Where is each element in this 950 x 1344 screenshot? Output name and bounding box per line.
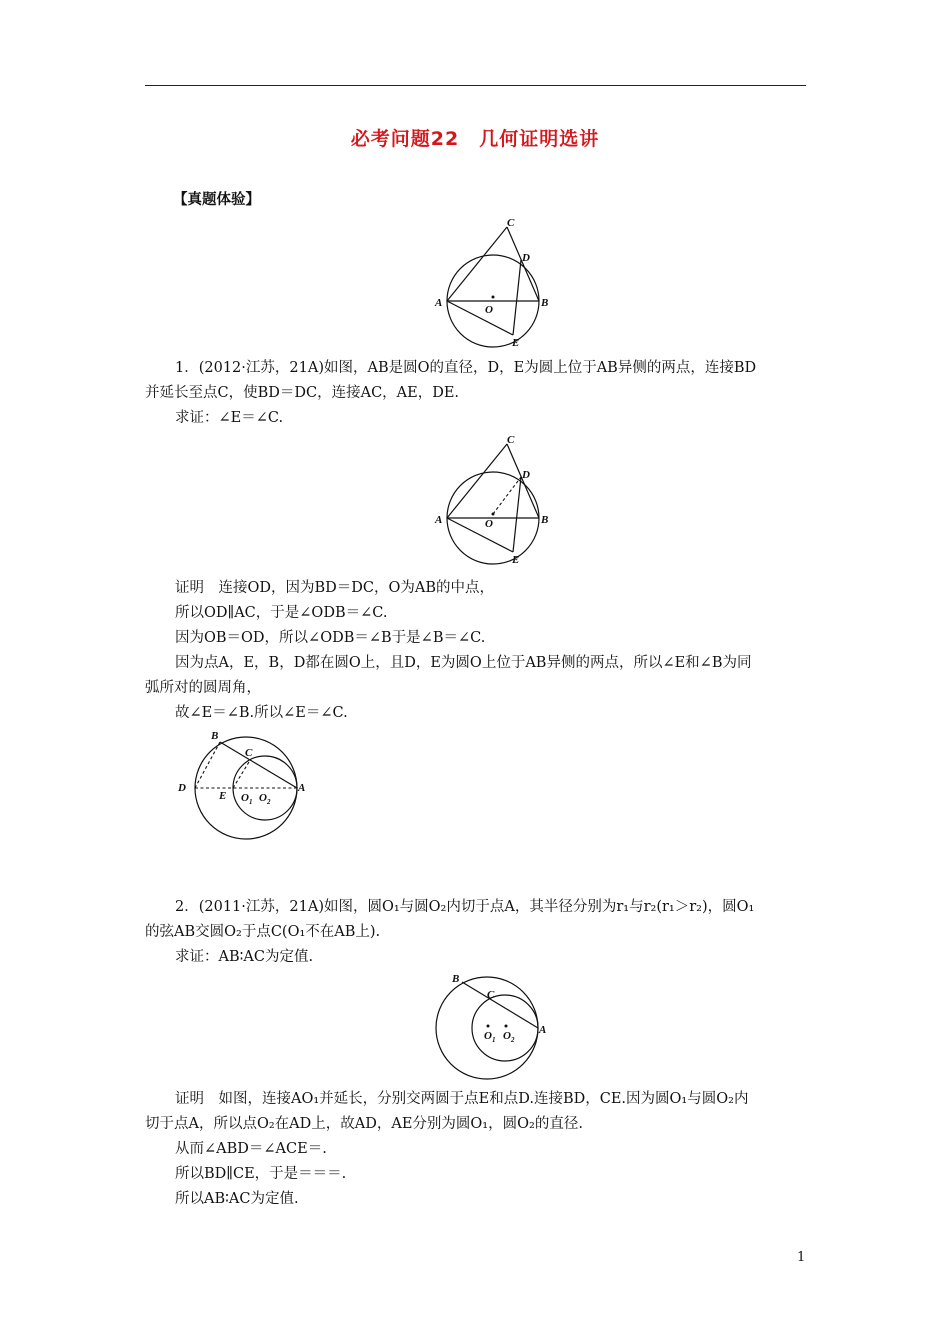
figure-2-segment-od-dashed	[493, 477, 521, 514]
figure-1-segment-de	[513, 260, 521, 335]
figure-3-label-c: C	[245, 747, 253, 759]
figure-4-label-o1: $O_1$	[484, 1030, 496, 1044]
figure-4-chord-ba	[462, 982, 538, 1028]
figure-3-label-e: E	[219, 790, 227, 802]
figure-1-segment-ac	[447, 227, 507, 301]
problem-1-proof-line-4: 因为点A，E，B，D都在圆O上，且D，E为圆O上位于AB异侧的两点，所以∠E和∠B为同	[175, 655, 752, 671]
figure-2-center-point	[492, 513, 495, 516]
figure-1-label-e: E	[512, 337, 520, 349]
figure-3-inner-circle	[233, 756, 297, 820]
figure-3-tangent-circles-diagram	[175, 727, 315, 842]
problem-1-statement-line-2: 并延长至点C，使BD＝DC，连接AC，AE，DE.	[145, 385, 460, 401]
problem-2-proof-line-5: 所以AB∶AC为定值.	[175, 1191, 299, 1207]
problem-1-statement-line-1: 1．(2012·江苏，21A)如图，AB是圆O的直径，D，E为圆上位于AB异侧的两点，连接BD	[175, 360, 757, 376]
figure-2-label-a: A	[435, 514, 443, 526]
problem-2-proof-line-3: 从而∠ABD＝∠ACE＝.	[175, 1141, 327, 1157]
figure-3-chord-ba	[220, 742, 297, 788]
figure-1-label-d: D	[522, 252, 530, 264]
figure-3-label-o2: $O_2$	[259, 792, 271, 806]
header-rule	[145, 85, 806, 86]
page-title: 必考问题22 几何证明选讲	[350, 128, 600, 150]
problem-1-proof-line-2: 所以OD∥AC，于是∠ODB＝∠C.	[175, 605, 388, 621]
problem-2-proof-line-2: 切于点A，所以点O₂在AD上，故AD，AE分别为圆O₁，圆O₂的直径.	[145, 1116, 583, 1132]
problem-1-proof-line-1: 证明 连接OD，因为BD＝DC，O为AB的中点，	[175, 580, 495, 596]
figure-4-label-a: A	[539, 1024, 547, 1036]
figure-3-label-b: B	[211, 730, 219, 742]
problem-1-proof-line-5: 弧所对的圆周角，	[145, 680, 261, 696]
figure-4-inner-circle	[472, 995, 538, 1061]
figure-2-label-d: D	[522, 469, 530, 481]
figure-2-label-e: E	[512, 554, 520, 566]
figure-3-label-a: A	[298, 782, 306, 794]
figure-3-segment-bd-dashed	[195, 742, 220, 788]
figure-2-label-c: C	[507, 434, 515, 446]
problem-1-proof-line-3: 因为OB＝OD，所以∠ODB＝∠B于是∠B＝∠C.	[175, 630, 486, 646]
figure-2-label-o: O	[485, 518, 493, 530]
problem-1-proof-line-6: 故∠E＝∠B.所以∠E＝∠C.	[175, 705, 348, 721]
page-number: 1	[797, 1250, 806, 1265]
figure-1-label-o: O	[485, 304, 493, 316]
figure-2-segment-cb	[507, 444, 539, 518]
figure-4-label-c: C	[487, 989, 495, 1001]
figure-4-tangent-circles-diagram	[425, 970, 560, 1085]
figure-1-circle-diagram	[430, 215, 560, 350]
figure-1-center-point	[492, 296, 495, 299]
figure-1-segment-cb	[507, 227, 539, 301]
figure-4-center-o1	[487, 1025, 490, 1028]
problem-1-prove: 求证：∠E＝∠C.	[175, 410, 284, 426]
problem-2-statement-line-2: 的弦AB交圆O₂于点C(O₁不在AB上).	[145, 924, 381, 940]
figure-1-label-b: B	[541, 297, 549, 309]
figure-2-segment-ac	[447, 444, 507, 518]
figure-3-label-d: D	[178, 782, 186, 794]
figure-4-center-o2	[505, 1025, 508, 1028]
figure-4-label-b: B	[452, 973, 460, 985]
section-heading: 【真题体验】	[173, 192, 260, 208]
figure-1-label-c: C	[507, 217, 515, 229]
figure-4-label-o2: $O_2$	[503, 1030, 515, 1044]
figure-1-label-a: A	[435, 297, 443, 309]
figure-2-segment-de	[513, 477, 521, 552]
problem-2-prove: 求证：AB∶AC为定值.	[175, 949, 314, 965]
figure-2-label-b: B	[541, 514, 549, 526]
figure-3-label-o1: $O_1$	[241, 792, 253, 806]
problem-2-proof-line-1: 证明 如图，连接AO₁并延长，分别交两圆于点E和点D.连接BD，CE.因为圆O₁与圆O₂内	[175, 1091, 749, 1107]
problem-2-proof-line-4: 所以BD∥CE，于是＝＝＝.	[175, 1166, 347, 1182]
figure-2-circle-diagram	[430, 432, 560, 567]
problem-2-statement-line-1: 2．(2011·江苏，21A)如图，圆O₁与圆O₂内切于点A，其半径分别为r₁与r₂(r₁＞r₂)，圆O₁	[175, 899, 755, 915]
